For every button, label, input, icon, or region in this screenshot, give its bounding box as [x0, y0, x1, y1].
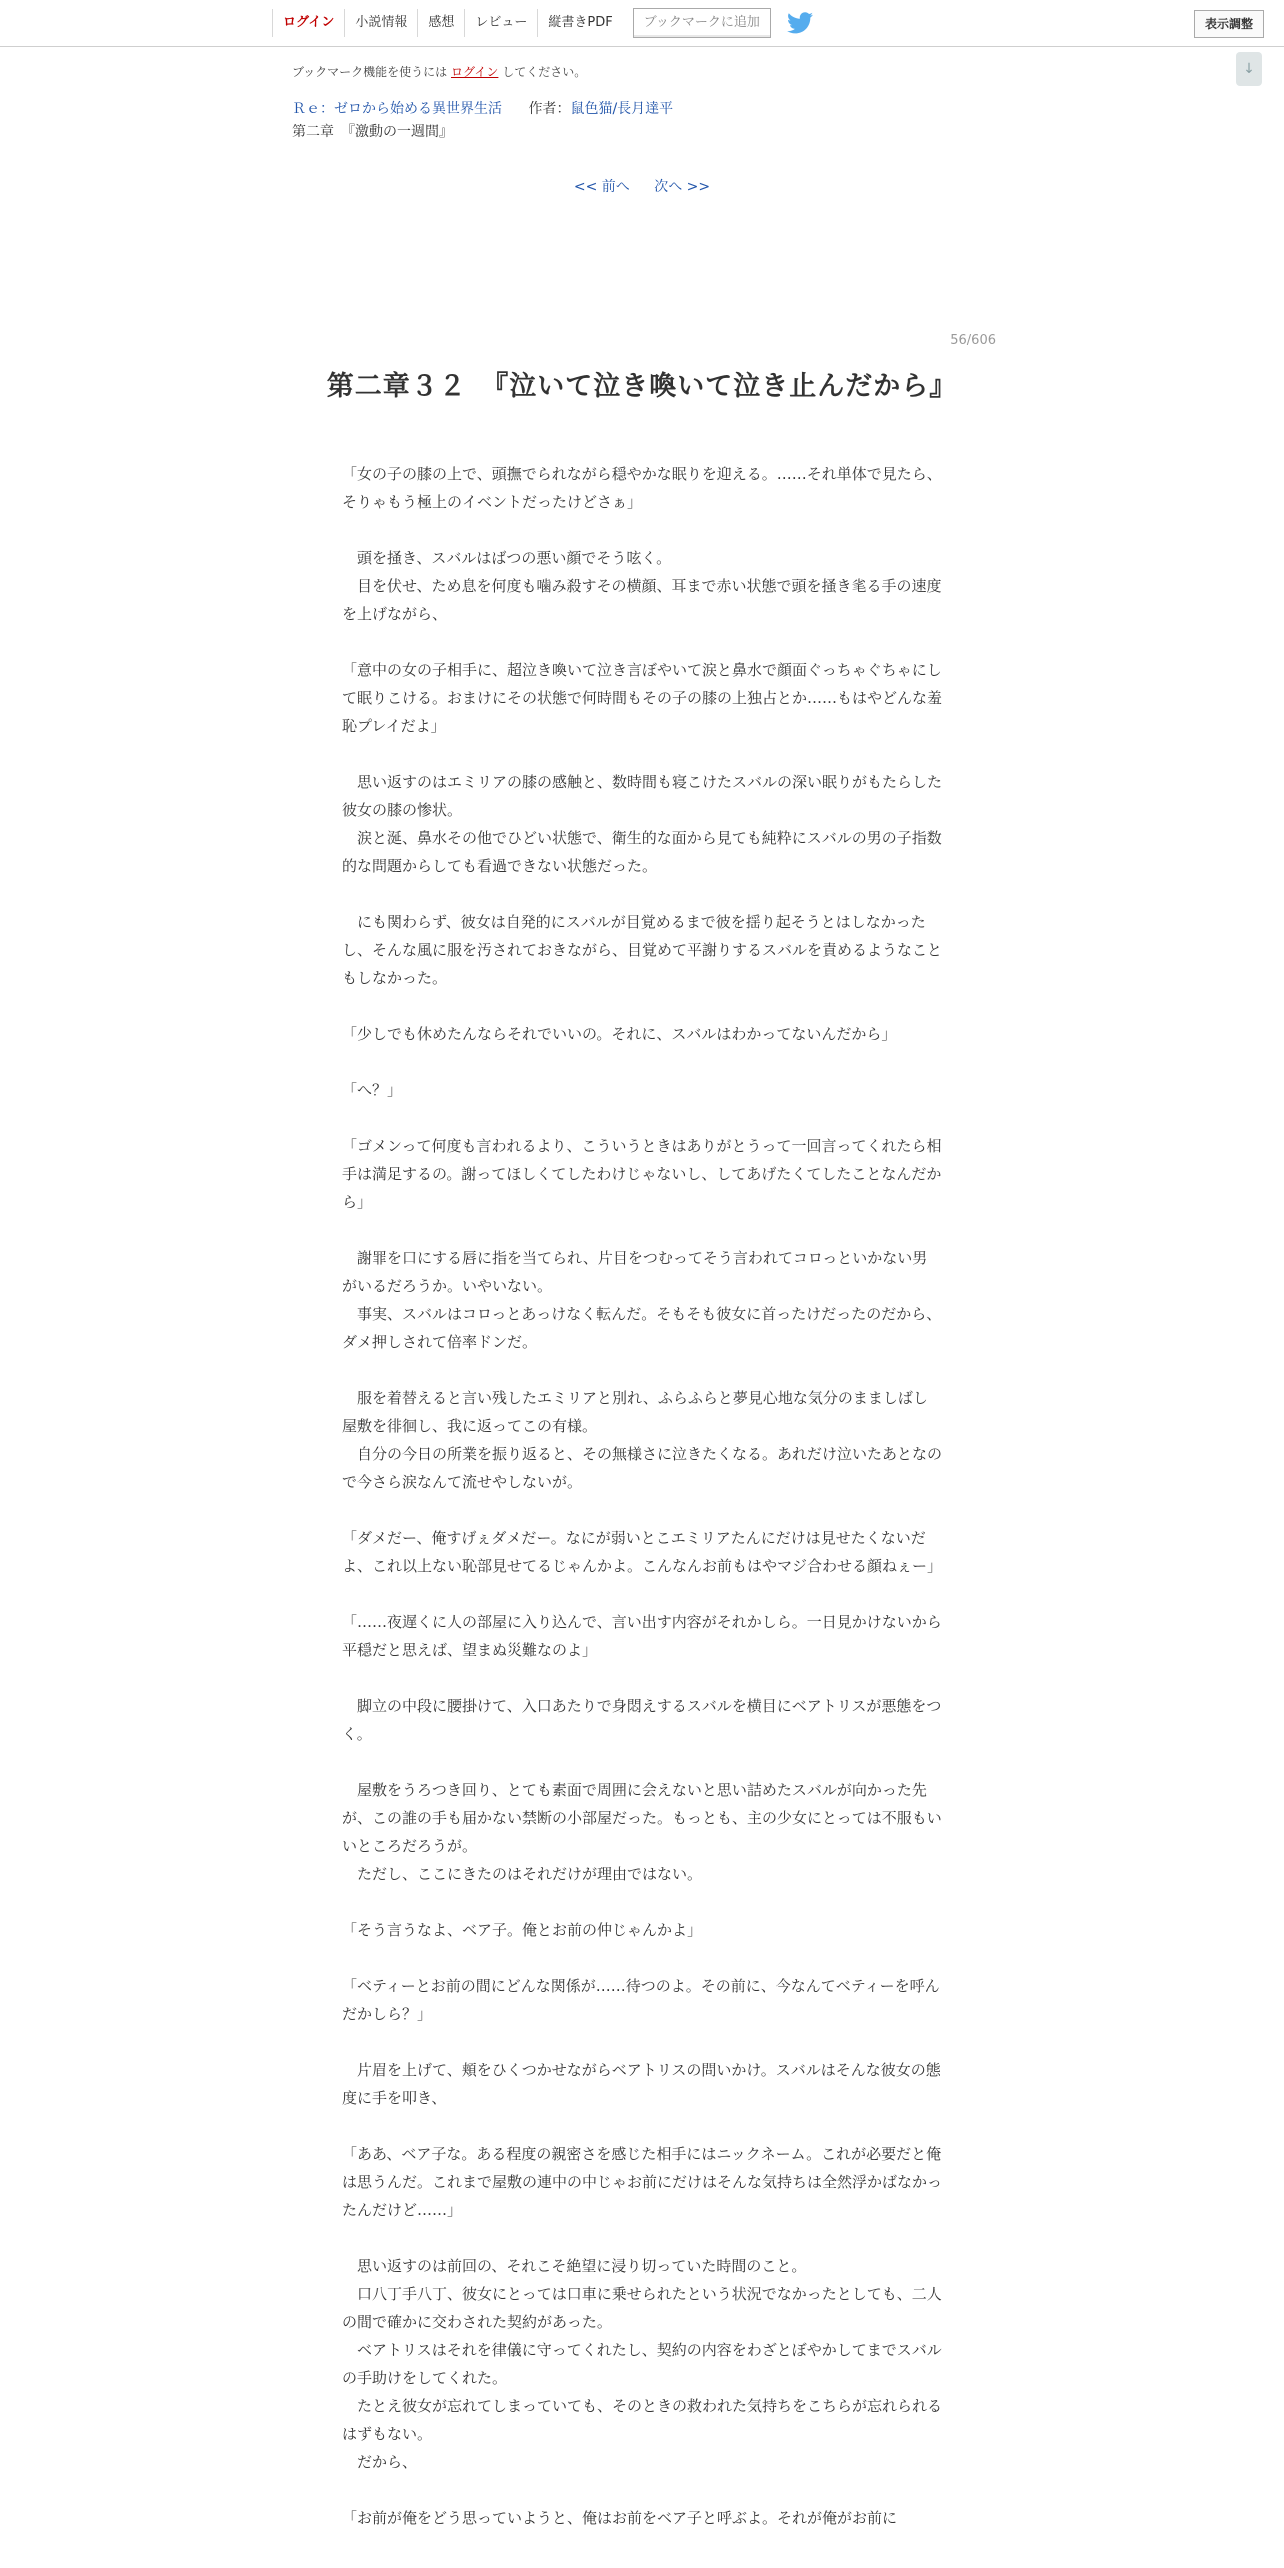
body-paragraph: 「女の子の膝の上で、頭撫でられながら穏やかな眠りを迎える。……それ単体で見たら、そりゃもう極上のイベントだったけどさぁ」: [342, 465, 942, 511]
author-link[interactable]: 鼠色猫/長月達平: [570, 101, 674, 117]
body-paragraph: 「ゴメンって何度も言われるより、こういうときはありがとうって一回言ってくれたら相手は満足するの。謝ってほしくてしたわけじゃないし、してあげたくてしたことなんだから」: [342, 1137, 942, 1211]
novel-body: [342, 460, 942, 2532]
episode-pager: [0, 176, 1284, 196]
next-episode-link[interactable]: 次へ >>: [654, 179, 711, 195]
body-paragraph: たとえ彼女が忘れてしまっていても、そのときの救われた気持ちをこちらが忘れられるはずもない。: [342, 2397, 943, 2443]
blank-line: [342, 1496, 942, 1524]
display-settings-button[interactable]: 表示調整: [1194, 10, 1264, 38]
blank-line: [342, 1580, 942, 1608]
blank-line: [342, 740, 942, 768]
body-paragraph: 「少しでも休めたんならそれでいいの。それに、スバルはわかってないんだから」: [342, 1025, 897, 1043]
blank-line: [342, 2112, 942, 2140]
chapter-title: 第二章 『激動の一週間』: [292, 124, 453, 140]
body-paragraph: だから、: [342, 2453, 418, 2471]
impressions-link[interactable]: 感想: [417, 9, 464, 37]
body-paragraph: ただし、ここにきたのはそれだけが理由ではない。: [342, 1865, 703, 1883]
body-paragraph: 脚立の中段に腰掛けて、入口あたりで身悶えするスバルを横目にベアトリスが悪態をつく。: [342, 1697, 942, 1743]
top-navigation-bar: [0, 0, 1284, 47]
body-paragraph: 謝罪を口にする唇に指を当てられ、片目をつむってそう言われてコロっといかない男がいるだろうか。いやいない。: [342, 1249, 928, 1295]
body-paragraph: 片眉を上げて、頬をひくつかせながらベアトリスの問いかけ。スバルはそんな彼女の態度に手を叩き、: [342, 2061, 941, 2107]
blank-line: [342, 1356, 942, 1384]
bookmark-note-after: してください。: [502, 65, 587, 79]
blank-line: [342, 2028, 942, 2056]
body-paragraph: 「お前が俺をどう思っていようと、俺はお前をベア子と呼ぶよ。それが俺がお前に: [342, 2509, 898, 2527]
main-nav: [272, 0, 813, 46]
body-paragraph: 「へ？」: [342, 1081, 403, 1099]
blank-line: [342, 880, 942, 908]
review-link[interactable]: レビュー: [464, 9, 537, 37]
body-paragraph: 自分の今日の所業を振り返ると、その無様さに泣きたくなる。あれだけ泣いたあとなので今さら涙なんて流せやしないが。: [342, 1445, 943, 1491]
blank-line: [342, 628, 942, 656]
episode-counter: 56/606: [950, 333, 996, 348]
body-paragraph: 目を伏せ、ため息を何度も噛み殺すその横顔、耳まで赤い状態で頭を掻き毟る手の速度を上げながら、: [342, 577, 942, 623]
login-link[interactable]: ログイン: [272, 9, 344, 37]
prev-episode-link[interactable]: << 前へ: [573, 179, 630, 195]
body-paragraph: 「ダメだー、俺すげぇダメだー。なにが弱いとこエミリアたんにだけは見せたくないだよ、これ以上ない恥部見せてるじゃんかよ。こんなんお前もはやマジ合わせる顔ねぇー」: [342, 1529, 943, 1575]
body-paragraph: 思い返すのはエミリアの膝の感触と、数時間も寝こけたスバルの深い眠りがもたらした彼女の膝の惨状。: [342, 773, 943, 819]
body-paragraph: 屋敷をうろつき回り、とても素面で周囲に会えないと思い詰めたスバルが向かった先が、この誰の手も届かない禁断の小部屋だった。もっとも、主の少女にとっては不服もいいところだろうが。: [342, 1781, 942, 1855]
novel-info-link[interactable]: 小説情報: [344, 9, 417, 37]
vertical-pdf-link[interactable]: 縦書きPDF: [537, 9, 622, 37]
blank-line: [342, 1944, 942, 1972]
body-paragraph: 頭を掻き、スバルはばつの悪い顔でそう呟く。: [342, 549, 672, 567]
body-paragraph: 口八丁手八丁、彼女にとっては口車に乗せられたという状況でなかったとしても、二人の間で確かに交わされた契約があった。: [342, 2285, 942, 2331]
blank-line: [342, 1216, 942, 1244]
body-paragraph: 「ああ、ベア子な。ある程度の親密さを感じた相手にはニックネーム。これが必要だと俺は思うんだ。これまで屋敷の連中の中じゃお前にだけはそんな気持ちは全然浮かばなかったんだけど……」: [342, 2145, 943, 2219]
blank-line: [342, 1748, 942, 1776]
blank-line: [342, 1888, 942, 1916]
body-paragraph: にも関わらず、彼女は自発的にスバルが目覚めるまで彼を揺り起そうとはしなかったし、そんな風に服を汚されておきながら、目覚めて平謝りするスバルを責めるようなこともしなかった。: [342, 913, 943, 987]
body-paragraph: ベアトリスはそれを律儀に守ってくれたし、契約の内容をわざとぼやかしてまでスバルの手助けをしてくれた。: [342, 2341, 942, 2387]
body-paragraph: 「そう言うなよ、ベア子。俺とお前の仲じゃんかよ」: [342, 1921, 703, 1939]
blank-line: [342, 2224, 942, 2252]
novel-header: [292, 98, 673, 118]
blank-line: [342, 2476, 942, 2504]
bookmark-note-login-link[interactable]: ログイン: [451, 65, 499, 79]
body-paragraph: 「……夜遅くに人の部屋に入り込んで、言い出す内容がそれかしら。一日見かけないから平穏だと思えば、望まぬ災難なのよ」: [342, 1613, 942, 1659]
bookmark-login-note: [292, 63, 586, 80]
body-paragraph: 服を着替えると言い残したエミリアと別れ、ふらふらと夢見心地な気分のまましばし屋敷を徘徊し、我に返ってこの有様。: [342, 1389, 928, 1435]
novel-title-link[interactable]: Ｒｅ：ゼロから始める異世界生活: [292, 101, 502, 117]
add-bookmark-button[interactable]: ブックマークに追加: [633, 8, 771, 38]
episode-title: 第二章３２ 『泣いて泣き喚いて泣き止んだから』: [326, 371, 958, 402]
blank-line: [342, 516, 942, 544]
body-paragraph: 「意中の女の子相手に、超泣き喚いて泣き言ぼやいて涙と鼻水で顔面ぐっちゃぐちゃにして眠りこける。おまけにその状態で何時間もその子の膝の上独占とか……もはやどんな羞恥プレイだよ」: [342, 661, 943, 735]
blank-line: [342, 1048, 942, 1076]
blank-line: [342, 992, 942, 1020]
body-paragraph: 事実、スバルはコロっとあっけなく転んだ。そもそも彼女に首ったけだったのだから、ダメ押しされて倍率ドンだ。: [342, 1305, 942, 1351]
body-paragraph: 涙と涎、鼻水その他でひどい状態で、衛生的な面から見ても純粋にスバルの男の子指数的な問題からしても看過できない状態だった。: [342, 829, 942, 875]
body-paragraph: 「ベティーとお前の間にどんな関係が……待つのよ。その前に、今なんてベティーを呼んだかしら？」: [342, 1977, 940, 2023]
blank-line: [342, 1104, 942, 1132]
blank-line: [342, 1664, 942, 1692]
bookmark-note-before: ブックマーク機能を使うには: [292, 65, 448, 79]
scroll-down-icon[interactable]: ↓: [1236, 52, 1262, 86]
author-label: 作者：: [528, 101, 571, 117]
twitter-bird-icon[interactable]: [787, 12, 813, 34]
body-paragraph: 思い返すのは前回の、それこそ絶望に浸り切っていた時間のこと。: [342, 2257, 807, 2275]
